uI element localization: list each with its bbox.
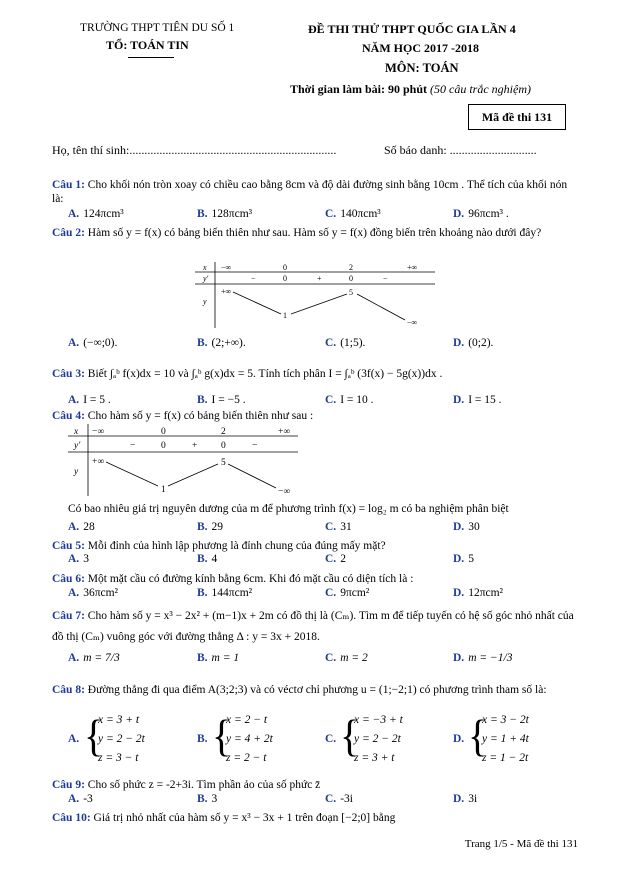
svg-text:+: + (192, 441, 198, 451)
svg-text:0: 0 (161, 427, 166, 437)
option-c[interactable]: C. (1;5). (325, 337, 366, 349)
option-b[interactable]: B. 4 (197, 553, 218, 565)
page-footer: Trang 1/5 - Mã đề thi 131 (464, 838, 578, 850)
option-b[interactable]: B. 144πcm² (197, 587, 253, 599)
t2-yp: y' (203, 274, 209, 283)
option-c[interactable]: C. (325, 733, 337, 745)
svg-text:1: 1 (283, 311, 287, 320)
option-c[interactable]: C. I = 10 . (325, 394, 374, 406)
svg-text:−: − (252, 441, 258, 451)
option-a[interactable]: A. 36πcm² (68, 587, 118, 599)
svg-text:5: 5 (349, 288, 353, 297)
exam-code: Mã đề thi 131 (481, 109, 553, 124)
t2-x3: 2 (349, 263, 353, 272)
option-d[interactable]: D. m = −1/3 (453, 652, 513, 664)
time-label: Thời gian làm bài: 90 phút (290, 82, 428, 96)
option-b[interactable]: B. 29 (197, 521, 224, 533)
svg-text:+∞: +∞ (221, 287, 232, 296)
svg-text:y: y (74, 467, 79, 477)
option-c[interactable]: C. -3i (325, 793, 353, 805)
svg-text:0: 0 (161, 441, 166, 451)
question-6: Câu 6: Một mặt cầu có đường kính bằng 6cm. Khi đó mặt cầu có diện tích là : (52, 573, 414, 585)
option-c[interactable]: C. 2 (325, 553, 346, 565)
svg-text:0: 0 (349, 274, 353, 283)
time-note: (50 câu trắc nghiệm) (430, 82, 531, 96)
option-b[interactable]: B. (2;+∞). (197, 337, 246, 349)
variation-table-q2 (195, 262, 435, 328)
student-name-field: Họ, tên thí sinh:..................................................................... (52, 143, 337, 157)
question-4: Câu 4: Cho hàm số y = f(x) có bảng biến thiên như sau : (52, 410, 314, 422)
svg-text:5: 5 (221, 458, 226, 468)
option-a[interactable]: A. 3 (68, 553, 89, 565)
option-a[interactable]: A. 28 (68, 521, 95, 533)
svg-text:−∞: −∞ (278, 487, 291, 496)
option-d[interactable]: D. 30 (453, 521, 480, 533)
time-line (290, 82, 531, 97)
option-a[interactable]: A. (68, 733, 80, 745)
question-5: Câu 5: Mỗi đỉnh của hình lập phương là đỉnh chung của đúng mấy mặt? (52, 540, 386, 552)
option-d[interactable]: D. I = 15 . (453, 394, 502, 406)
svg-text:x: x (74, 427, 79, 437)
option-d[interactable]: D. 5 (453, 553, 474, 565)
svg-text:−∞: −∞ (92, 427, 105, 437)
question-1 (52, 178, 578, 206)
option-b[interactable]: B. 128πcm³ (197, 208, 253, 220)
svg-text:−∞: −∞ (407, 318, 418, 327)
option-c[interactable]: C. 9πcm² (325, 587, 370, 599)
t2-x2: 0 (283, 263, 287, 272)
school-name: TRƯỜNG THPT TIÊN DU SỐ 1 (80, 22, 235, 34)
question-3: Câu 3: Biết ∫ₐᵇ f(x)dx = 10 và ∫ₐᵇ g(x)dx = 5. Tính tích phân I = ∫ₐᵇ (3f(x) − 5g(x))dx . (52, 368, 443, 380)
svg-text:+∞: +∞ (278, 427, 291, 437)
question-7: Câu 7: Cho hàm số y = x³ − 2x² + (m−1)x + 2m có đồ thị là (Cₘ). Tìm m để tiếp tuyến có hệ số góc nhỏ nhất của đồ thị (Cₘ) vuông góc với đường thẳng Δ : y = 3x + 2018. (52, 610, 574, 643)
question-label: Câu 1: (52, 179, 85, 191)
t2-x4: +∞ (407, 263, 418, 272)
option-b[interactable]: B. (197, 733, 208, 745)
option-d[interactable]: D. 12πcm² (453, 587, 503, 599)
subject: MÔN: TOÁN (385, 61, 459, 75)
option-b[interactable]: B. I = −5 . (197, 394, 246, 406)
option-b[interactable]: B. m = 1 (197, 652, 240, 664)
option-d[interactable]: D. (453, 733, 465, 745)
option-a[interactable]: A. 124πcm³ (68, 208, 124, 220)
svg-text:1: 1 (161, 485, 166, 495)
option-d[interactable]: D. 3i (453, 793, 478, 805)
school-year: NĂM HỌC 2017 -2018 (362, 41, 479, 55)
svg-text:0: 0 (221, 441, 226, 451)
question-2: Câu 2: Hàm số y = f(x) có bảng biến thiên như sau. Hàm số y = f(x) đồng biến trên khoảng nào dưới đây? (52, 227, 542, 239)
question-text: Cho khối nón tròn xoay có chiều cao bằng 8cm và độ dài đường sinh bằng 10cm . Thể tích của khối nón là: (52, 179, 568, 205)
svg-text:2: 2 (221, 427, 226, 437)
svg-text:y': y' (74, 441, 81, 451)
svg-text:+∞: +∞ (92, 457, 105, 467)
option-a[interactable]: A. m = 7/3 (68, 652, 120, 664)
group-name: TỔ: TOÁN TIN (106, 38, 189, 52)
exam-title: ĐỀ THI THỬ THPT QUỐC GIA LẦN 4 (308, 22, 516, 36)
question-9: Câu 9: Cho số phức z = -2+3i. Tìm phần ảo của số phức z̄ (52, 779, 321, 791)
svg-text:y: y (203, 297, 207, 306)
svg-text:−: − (383, 274, 388, 283)
option-a[interactable]: A. I = 5 . (68, 394, 111, 406)
option-b[interactable]: B. 3 (197, 793, 218, 805)
question-4-text2: Có bao nhiêu giá trị nguyên dương của m để phương trình f(x) = log₂ m có ba nghiệm phân biệt (68, 503, 509, 515)
svg-text:−: − (251, 274, 256, 283)
variation-table-q4 (68, 424, 298, 496)
svg-text:+: + (317, 274, 322, 283)
svg-text:−: − (130, 441, 136, 451)
option-c[interactable]: C. 140πcm³ (325, 208, 381, 220)
option-a[interactable]: A. -3 (68, 793, 93, 805)
option-d[interactable]: D. 96πcm³ . (453, 208, 509, 220)
option-d[interactable]: D. (0;2). (453, 337, 494, 349)
group-underline (128, 57, 174, 58)
student-id-field: Số báo danh: ............................. (384, 143, 537, 157)
question-8: Câu 8: Đường thẳng đi qua điểm A(3;2;3) và có véctơ chỉ phương u = (1;−2;1) có phương trình tham số là: (52, 684, 547, 696)
option-c[interactable]: C. m = 2 (325, 652, 368, 664)
t2-x1: −∞ (221, 263, 232, 272)
exam-code-box (468, 104, 566, 130)
option-c[interactable]: C. 31 (325, 521, 352, 533)
option-a[interactable]: A. (−∞;0). (68, 337, 118, 349)
t2-x: x (203, 263, 207, 272)
question-10: Câu 10: Giá trị nhỏ nhất của hàm số y = x³ − 3x + 1 trên đoạn [−2;0] bằng (52, 812, 396, 824)
svg-text:0: 0 (283, 274, 287, 283)
